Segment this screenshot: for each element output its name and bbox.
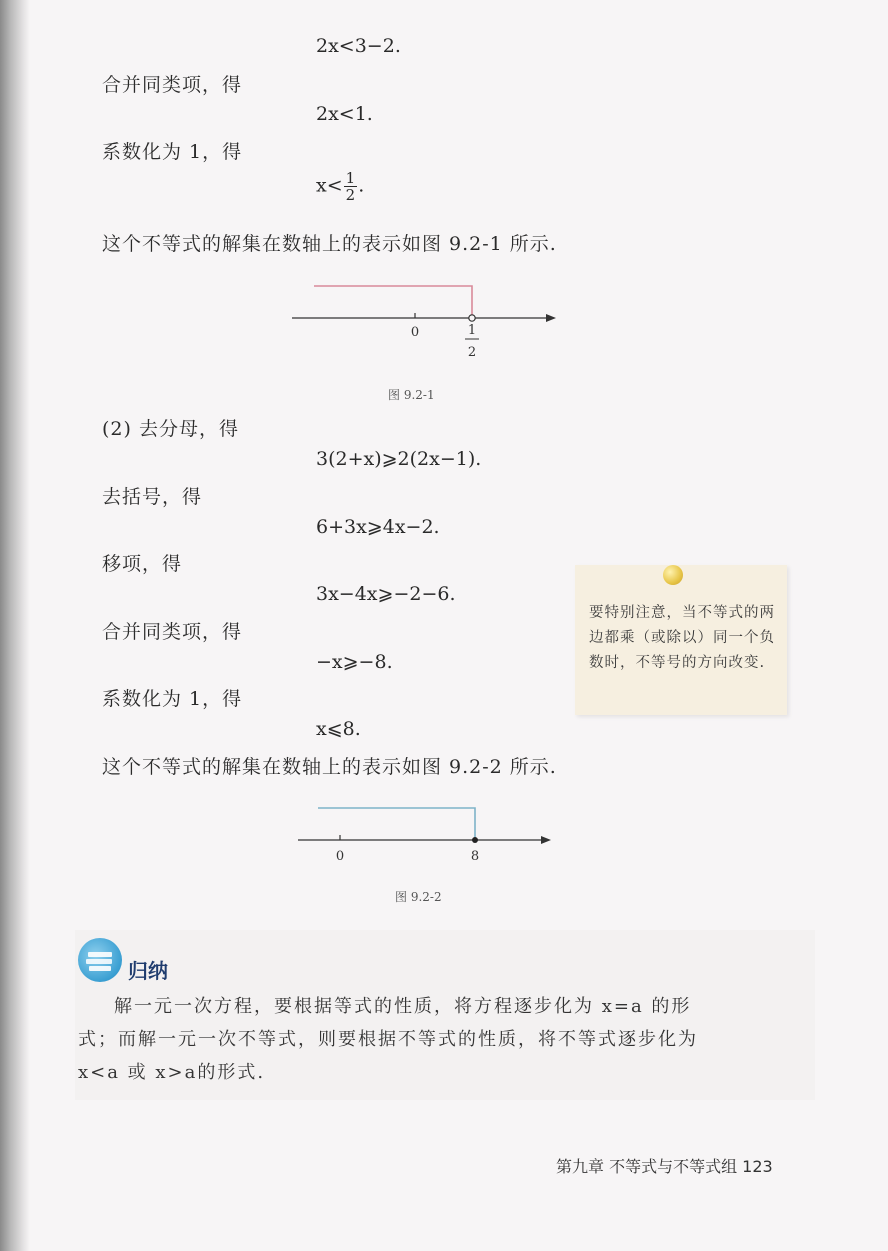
solution-sentence-2: 这个不等式的解集在数轴上的表示如图 9.2-2 所示. — [102, 756, 557, 778]
tick-label-zero: 0 — [410, 325, 420, 340]
summary-title: 归纳 — [128, 959, 168, 983]
equation-step-a: 2x<3−2. — [316, 35, 401, 57]
tick-label-half-numerator: 1 — [467, 323, 477, 338]
solution-region-line-2 — [318, 808, 475, 840]
tick-label-zero-2: 0 — [335, 849, 345, 864]
move-terms-label: 移项，得 — [102, 553, 183, 575]
equation-2-step-2: 6+3x⩾4x−2. — [316, 516, 440, 538]
equation-c-left: x< — [316, 174, 343, 197]
equation-c-end: . — [358, 174, 365, 197]
coefficient-label: 系数化为 1，得 — [102, 141, 243, 163]
remove-denominator-label: (2) 去分母，得 — [102, 418, 239, 440]
summary-text — [78, 990, 778, 1089]
equation-2-step-1: 3(2+x)⩾2(2x−1). — [316, 448, 482, 470]
equation-2-step-5: x⩽8. — [316, 718, 361, 740]
axis-arrow-2 — [541, 836, 551, 844]
books-icon — [78, 938, 122, 982]
tick-label-half-denominator: 2 — [467, 345, 477, 360]
sticky-note-text: 要特别注意，当不等式的两边都乘（或除以）同一个负数时，不等号的方向改变. — [589, 605, 775, 671]
closed-endpoint — [472, 837, 478, 843]
summary-line-2: 式；而解一元一次不等式，则要根据不等式的性质，将不等式逐步化为 — [78, 1029, 698, 1050]
summary-line-3: x<a 或 x>a的形式. — [78, 1062, 266, 1083]
page-footer: 第九章 不等式与不等式组 123 — [556, 1157, 773, 1176]
fraction-numerator: 1 — [345, 169, 356, 187]
books-icon-graphic — [78, 938, 122, 982]
figure-caption-1: 图 9.2-1 — [388, 388, 435, 402]
combine-like-terms-label: 合并同类项，得 — [102, 74, 243, 96]
combine-like-terms-label-2: 合并同类项，得 — [102, 621, 243, 643]
equation-2-step-4: −x⩾−8. — [316, 651, 393, 673]
equation-step-b: 2x<1. — [316, 103, 373, 125]
summary-line-1: 解一元一次方程，要根据等式的性质，将方程逐步化为 x=a 的形 — [114, 996, 692, 1017]
tick-label-eight: 8 — [470, 849, 480, 864]
solution-sentence-1: 这个不等式的解集在数轴上的表示如图 9.2-1 所示. — [102, 233, 557, 255]
fraction-denominator: 2 — [345, 186, 356, 204]
coefficient-label-2: 系数化为 1，得 — [102, 688, 243, 710]
remove-brackets-label: 去括号，得 — [102, 486, 203, 508]
equation-2-step-3: 3x−4x⩾−2−6. — [316, 583, 456, 605]
figure-caption-2: 图 9.2-2 — [395, 890, 442, 904]
